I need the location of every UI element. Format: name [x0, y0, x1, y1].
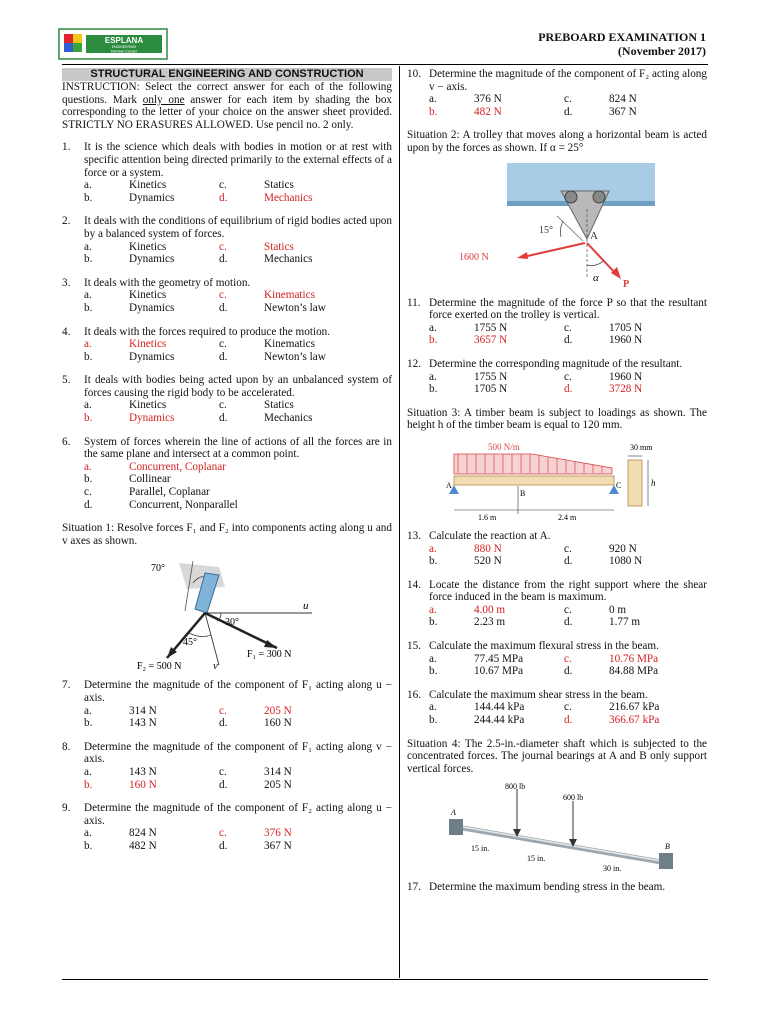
option-letter: c. [564, 93, 572, 106]
option-text: 376 N [474, 93, 502, 106]
option-letter: b. [429, 555, 438, 568]
f2-label: F₂ = 500 N [137, 661, 182, 672]
option-letter: a. [84, 179, 92, 192]
answer-options [62, 705, 392, 730]
option-text: 205 N [264, 704, 292, 717]
option-text: 1960 N [609, 334, 643, 347]
question-number: 6. [62, 435, 71, 448]
option-text: 0 m [609, 603, 627, 616]
option-letter: b. [429, 665, 438, 678]
option-letter: c. [219, 827, 227, 840]
option-letter: a. [84, 399, 92, 412]
option-letter: a. [84, 827, 92, 840]
option-text: 880 N [474, 542, 502, 555]
option-letter: b. [429, 383, 438, 396]
option-letter: c. [564, 321, 572, 334]
option-letter: c. [564, 370, 572, 383]
question-number: 13. [407, 529, 421, 542]
questions-group-3 [407, 68, 707, 118]
label-p: P [623, 278, 630, 289]
section-title: STRUCTURAL ENGINEERING AND CONSTRUCTION [62, 68, 392, 81]
option-letter: b. [429, 616, 438, 629]
question-number: 5. [62, 374, 71, 387]
option-text: 376 N [264, 827, 292, 840]
option-text: Statics [264, 240, 294, 253]
esplana-logo [58, 28, 168, 60]
option-text: Concurrent, Nonparallel [129, 498, 238, 511]
option-text: 4.00 m [474, 603, 506, 616]
question-text: Determine the magnitude of the component of F₁ acting along v − axis. [84, 740, 392, 766]
label-800lb: 800 lb [505, 782, 526, 792]
option-letter: d. [564, 383, 573, 396]
question-17 [407, 881, 707, 894]
option-text: 482 N [474, 105, 502, 118]
cross-section [628, 460, 642, 506]
question-text: Determine the magnitude of the force P so that the resultant force exerted on the trolley is vertical. [429, 296, 707, 322]
option-letter: d. [564, 105, 573, 118]
option-letter: a. [84, 289, 92, 302]
option-letter: d. [564, 334, 573, 347]
question-13 [407, 530, 707, 568]
option-text: 1755 N [474, 321, 508, 334]
questions-group-5 [407, 530, 707, 727]
option-text: 367 N [264, 839, 292, 852]
question-6 [62, 436, 392, 512]
answer-options [62, 289, 392, 314]
logo-text: ESPLANA [104, 36, 144, 45]
option-text: 482 N [129, 839, 157, 852]
label-alpha: α [593, 271, 599, 284]
option-letter: c. [219, 399, 227, 412]
option-letter: c. [564, 603, 572, 616]
question-7 [62, 679, 392, 729]
option-text: 1705 N [474, 383, 508, 396]
option-letter: a. [84, 460, 92, 473]
option-text: Kinetics [129, 289, 167, 302]
answer-options [407, 653, 707, 678]
option-text: 3657 N [474, 334, 508, 347]
question-2 [62, 215, 392, 265]
option-letter: b. [84, 717, 93, 730]
question-15 [407, 640, 707, 678]
label-bearing-a: A [451, 808, 456, 818]
answer-options [407, 371, 707, 396]
label-1600n: 1600 N [459, 251, 489, 263]
option-letter: a. [429, 370, 437, 383]
wheel-right [593, 191, 605, 203]
label-2-4m: 2.4 m [558, 512, 577, 522]
label-30in: 30 in. [603, 864, 622, 874]
question-number: 2. [62, 215, 71, 228]
logo-sub2: Review Center [110, 48, 138, 54]
question-10 [407, 68, 707, 118]
figure-force-resolution [127, 553, 327, 671]
question-text: System of forces wherein the line of actions of all the forces are in the same plane and intersect at a common point. [84, 435, 392, 461]
option-letter: d. [219, 717, 228, 730]
force-1600-arrowhead [517, 252, 528, 259]
question-9 [62, 802, 392, 852]
option-letter: a. [429, 701, 437, 714]
label-15in-a: 15 in. [471, 844, 490, 854]
option-letter: a. [429, 321, 437, 334]
option-text: Kinematics [264, 338, 315, 351]
questions-group-4 [407, 297, 707, 396]
label-b: B [520, 488, 526, 498]
label-a: A [446, 480, 452, 490]
option-text: Dynamics [129, 350, 175, 363]
option-text: Kinetics [129, 240, 167, 253]
bearing-a [449, 819, 463, 835]
answer-options [407, 93, 707, 118]
question-1 [62, 141, 392, 204]
option-text: Parallel, Coplanar [129, 486, 210, 499]
answer-options [407, 543, 707, 568]
option-text: 84.88 MPa [609, 665, 659, 678]
option-letter: d. [564, 555, 573, 568]
option-text: 366.67 kPa [609, 714, 660, 727]
answer-options [62, 399, 392, 424]
option-letter: d. [219, 839, 228, 852]
option-letter: d. [219, 350, 228, 363]
option-text: Mechanics [264, 191, 313, 204]
option-text: Newton’s law [264, 350, 326, 363]
left-column [62, 68, 392, 864]
v-label: v [213, 660, 218, 672]
question-text: Calculate the maximum flexural stress in the beam. [429, 640, 659, 653]
arc-15 [560, 221, 563, 237]
question-text: Locate the distance from the right support where the shear force induced in the beam is maximum. [429, 578, 707, 604]
force-1600 [523, 243, 585, 257]
question-number: 14. [407, 578, 421, 591]
right-column [407, 68, 707, 905]
option-text: Dynamics [129, 191, 175, 204]
option-text: 1960 N [609, 370, 643, 383]
figure-trolley [457, 161, 657, 289]
question-text: Calculate the maximum shear stress in the beam. [429, 688, 648, 701]
question-text: Determine the magnitude of the component of F₂ acting along u − axis. [84, 802, 392, 827]
instruction-rest: answer for each item by shading the box corresponding to the letter of your choice on the answer sheet provided. STRICTLY NO ERASURES ALLOWED. Use pencil no. 2 only. [62, 93, 393, 131]
option-letter: d. [564, 714, 573, 727]
u-label: u [303, 600, 309, 613]
label-h: h [651, 477, 656, 488]
option-letter: c. [219, 704, 227, 717]
option-text: 1.77 m [609, 616, 641, 629]
angle-45: 45° [183, 637, 197, 649]
option-text: 1705 N [609, 321, 643, 334]
question-11 [407, 297, 707, 347]
option-text: 520 N [474, 555, 502, 568]
option-letter: d. [219, 778, 228, 791]
label-15in-b: 15 in. [527, 854, 546, 864]
option-letter: b. [84, 473, 93, 486]
option-letter: d. [219, 301, 228, 314]
option-text: Kinetics [129, 399, 167, 412]
option-text: 244.44 kPa [474, 714, 525, 727]
option-letter: d. [564, 616, 573, 629]
option-text: Concurrent, Coplanar [129, 460, 226, 473]
angle-15: 15° [539, 224, 553, 236]
label-c: C [616, 480, 622, 490]
option-text: 824 N [129, 827, 157, 840]
option-text: 824 N [609, 93, 637, 106]
option-text: 3728 N [609, 383, 643, 396]
option-text: Dynamics [129, 301, 175, 314]
option-text: 314 N [129, 704, 157, 717]
option-text: Newton’s law [264, 301, 326, 314]
option-text: 160 N [129, 778, 157, 791]
angle-30: 30° [225, 617, 239, 629]
option-text: Mechanics [264, 412, 313, 425]
option-letter: c. [219, 338, 227, 351]
option-text: Kinetics [129, 338, 167, 351]
force-p [587, 243, 617, 275]
option-letter: a. [429, 603, 437, 616]
option-letter: c. [219, 179, 227, 192]
question-16 [407, 689, 707, 727]
option-letter: b. [429, 334, 438, 347]
option-text: Kinematics [264, 289, 315, 302]
option-letter: b. [84, 412, 93, 425]
question-text: It deals with the conditions of equilibrium of rigid bodies acted upon by a balanced system of forces. [84, 215, 392, 240]
question-text: Calculate the reaction at A. [429, 529, 551, 542]
option-letter: d. [84, 498, 93, 511]
answer-options [62, 766, 392, 791]
answer-options [62, 241, 392, 266]
questions-group-2 [62, 679, 392, 852]
option-letter: a. [84, 240, 92, 253]
question-8 [62, 741, 392, 791]
answer-options [407, 604, 707, 629]
option-letter: c. [564, 652, 572, 665]
question-text: It deals with the forces required to produce the motion. [84, 325, 331, 338]
question-4 [62, 326, 392, 364]
option-letter: a. [429, 93, 437, 106]
option-letter: b. [84, 253, 93, 266]
angle-70: 70° [151, 563, 165, 575]
option-letter: c. [564, 542, 572, 555]
exam-title: PREBOARD EXAMINATION 1 [538, 30, 706, 44]
option-text: Kinetics [129, 179, 167, 192]
question-number: 7. [62, 679, 71, 692]
question-text: Determine the corresponding magnitude of the resultant. [429, 357, 683, 370]
label-600lb: 600 lb [563, 793, 584, 803]
figure-timber-beam [444, 438, 670, 522]
header-rule [62, 64, 708, 65]
question-number: 15. [407, 640, 421, 653]
instruction-underline: only one [142, 93, 185, 106]
situation-3: Situation 3: A timber beam is subject to loadings as shown. The height h of the timber beam is equal to 120 mm. [407, 406, 707, 432]
label-load: 500 N/m [488, 441, 520, 452]
question-text: It deals with the geometry of motion. [84, 276, 251, 289]
option-letter: b. [84, 301, 93, 314]
option-text: 1080 N [609, 555, 643, 568]
figure-shaft [427, 781, 687, 873]
option-text: 314 N [264, 765, 292, 778]
logo-sub1: ENGINEERING [111, 45, 137, 49]
arc-alpha [587, 261, 603, 266]
question-number: 16. [407, 688, 421, 701]
option-text: 144.44 kPa [474, 701, 525, 714]
option-letter: c. [564, 701, 572, 714]
option-letter: d. [219, 412, 228, 425]
question-number: 11. [407, 296, 421, 309]
question-14 [407, 579, 707, 629]
option-text: 1755 N [474, 370, 508, 383]
option-text: Dynamics [129, 412, 175, 425]
answer-options [407, 701, 707, 726]
option-text: Statics [264, 399, 294, 412]
situation-4: Situation 4: The 2.5-in.-diameter shaft which is subjected to the concentrated forces. The journal bearings at A and B only support vertical forces. [407, 737, 707, 775]
question-number: 9. [62, 802, 71, 815]
option-text: Mechanics [264, 253, 313, 266]
option-text: 77.45 MPa [474, 652, 524, 665]
option-letter: a. [84, 704, 92, 717]
label-bearing-b: B [665, 842, 670, 852]
option-letter: b. [84, 350, 93, 363]
answer-options [62, 179, 392, 204]
question-text: It is the science which deals with bodies in motion or at rest with specific attention being directed primarily to the external effects of a force or a system. [84, 141, 392, 179]
question-text: Determine the magnitude of the component of F₁ acting along u − axis. [84, 679, 392, 704]
option-letter: d. [564, 665, 573, 678]
option-text: Statics [264, 179, 294, 192]
option-letter: a. [84, 338, 92, 351]
question-number: 3. [62, 276, 71, 289]
option-text: 205 N [264, 778, 292, 791]
option-text: 10.76 MPa [609, 652, 659, 665]
option-letter: c. [219, 765, 227, 778]
question-number: 17. [407, 881, 421, 894]
option-letter: b. [429, 105, 438, 118]
option-letter: b. [429, 714, 438, 727]
bearing-b [659, 853, 673, 869]
option-text: 143 N [129, 765, 157, 778]
question-text: Determine the magnitude of the component of F₂ acting along v − axis. [429, 68, 707, 93]
question-12 [407, 358, 707, 396]
option-text: Collinear [129, 473, 171, 486]
option-letter: c. [219, 289, 227, 302]
question-number: 8. [62, 740, 71, 753]
column-divider [399, 66, 400, 978]
wheel-left [565, 191, 577, 203]
option-letter: a. [429, 652, 437, 665]
option-letter: c. [219, 240, 227, 253]
option-text: 920 N [609, 542, 637, 555]
option-text: 160 N [264, 717, 292, 730]
instruction [62, 81, 392, 131]
option-letter: c. [84, 486, 92, 499]
question-number: 12. [407, 357, 421, 370]
option-letter: d. [219, 253, 228, 266]
option-letter: a. [429, 542, 437, 555]
option-letter: b. [84, 778, 93, 791]
question-3 [62, 277, 392, 315]
option-letter: b. [84, 839, 93, 852]
f1-label: F₁ = 300 N [247, 649, 292, 661]
exam-date: (November 2017) [617, 44, 706, 58]
option-letter: d. [219, 191, 228, 204]
question-number: 10. [407, 68, 421, 80]
label-1-6m: 1.6 m [478, 512, 497, 522]
label-30mm: 30 mm [630, 442, 653, 452]
exam-header [538, 30, 706, 58]
beam-body [454, 476, 614, 485]
option-text: 216.67 kPa [609, 701, 660, 714]
question-number: 1. [62, 141, 71, 154]
answer-options [62, 338, 392, 363]
answer-options [62, 461, 392, 511]
option-text: 2.23 m [474, 616, 506, 629]
answer-options [62, 827, 392, 852]
answer-options [407, 322, 707, 347]
option-text: 10.67 MPa [474, 665, 524, 678]
questions-group-1 [62, 141, 392, 511]
question-5 [62, 374, 392, 424]
question-number: 4. [62, 325, 71, 338]
footer-rule [62, 979, 708, 980]
option-text: 143 N [129, 717, 157, 730]
f1-arrowhead [264, 640, 277, 648]
option-letter: a. [84, 765, 92, 778]
situation-1: Situation 1: Resolve forces F₁ and F₂ into components acting along u and v axes as shown. [62, 522, 392, 547]
point-a: A [590, 229, 598, 242]
instruction-lead: INSTRUCTION: Select the correct answer for each of the following questions. Mark [62, 81, 392, 106]
option-text: Dynamics [129, 253, 175, 266]
question-text: It deals with bodies being acted upon by an unbalanced system of forces causing the rigid body to be accelerated. [84, 374, 392, 399]
question-text: Determine the maximum bending stress in the beam. [429, 881, 666, 894]
situation-2: Situation 2: A trolley that moves along a horizontal beam is acted upon by the forces as shown. If α = 25° [407, 129, 707, 154]
load-distribution [454, 454, 612, 474]
option-text: 367 N [609, 105, 637, 118]
option-letter: b. [84, 191, 93, 204]
